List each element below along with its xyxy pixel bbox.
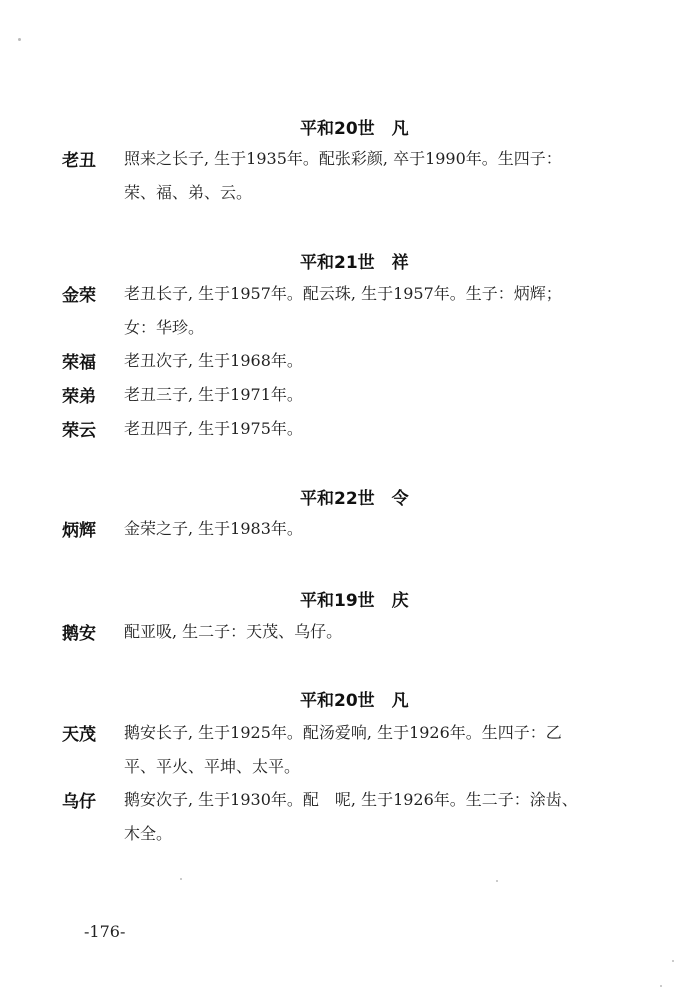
- entry-text-line: 老丑长子, 生于1957年。配云珠, 生于1957年。生子：炳辉；: [124, 284, 562, 303]
- entry-text-line: 配亚吸, 生二子：天茂、乌仔。: [124, 622, 343, 641]
- person-name: 乌仔: [62, 792, 96, 812]
- generation-heading: 平和20世 凡: [300, 119, 409, 139]
- person-name: 老丑: [62, 151, 96, 171]
- generation-heading: 平和20世 凡: [300, 691, 409, 711]
- person-name: 鹅安: [62, 624, 96, 644]
- entry-text-line: 鹅安次子, 生于1930年。配 呢, 生于1926年。生二子：涂齿、: [124, 790, 578, 809]
- page-number: -176-: [84, 922, 126, 941]
- entry-text-line: 荣、福、弟、云。: [124, 183, 253, 202]
- scan-speck: [660, 985, 662, 987]
- entry-text-line: 鹅安长子, 生于1925年。配汤爱响, 生于1926年。生四子：乙: [124, 723, 562, 742]
- entry-text-line: 木全。: [124, 824, 173, 843]
- scan-speck: [18, 38, 21, 41]
- generation-heading: 平和21世 祥: [300, 253, 409, 273]
- scan-speck: [496, 880, 498, 882]
- entry-text-line: 平、平火、平坤、太平。: [124, 757, 301, 776]
- entry-text-line: 金荣之子, 生于1983年。: [124, 519, 303, 538]
- entry-text-line: 老丑三子, 生于1971年。: [124, 385, 303, 404]
- person-name: 天茂: [62, 725, 96, 745]
- scan-speck: [672, 960, 674, 962]
- person-name: 荣云: [62, 421, 96, 441]
- person-name: 荣福: [62, 353, 96, 373]
- entry-text-line: 照来之长子, 生于1935年。配张彩颜, 卒于1990年。生四子：: [124, 149, 562, 168]
- person-name: 金荣: [62, 286, 96, 306]
- entry-text-line: 老丑四子, 生于1975年。: [124, 419, 303, 438]
- entry-text-line: 女：华珍。: [124, 318, 205, 337]
- person-name: 炳辉: [62, 521, 96, 541]
- scan-speck: [180, 878, 182, 880]
- person-name: 荣弟: [62, 387, 96, 407]
- entry-text-line: 老丑次子, 生于1968年。: [124, 351, 303, 370]
- generation-heading: 平和22世 令: [300, 489, 409, 509]
- generation-heading: 平和19世 庆: [300, 591, 409, 611]
